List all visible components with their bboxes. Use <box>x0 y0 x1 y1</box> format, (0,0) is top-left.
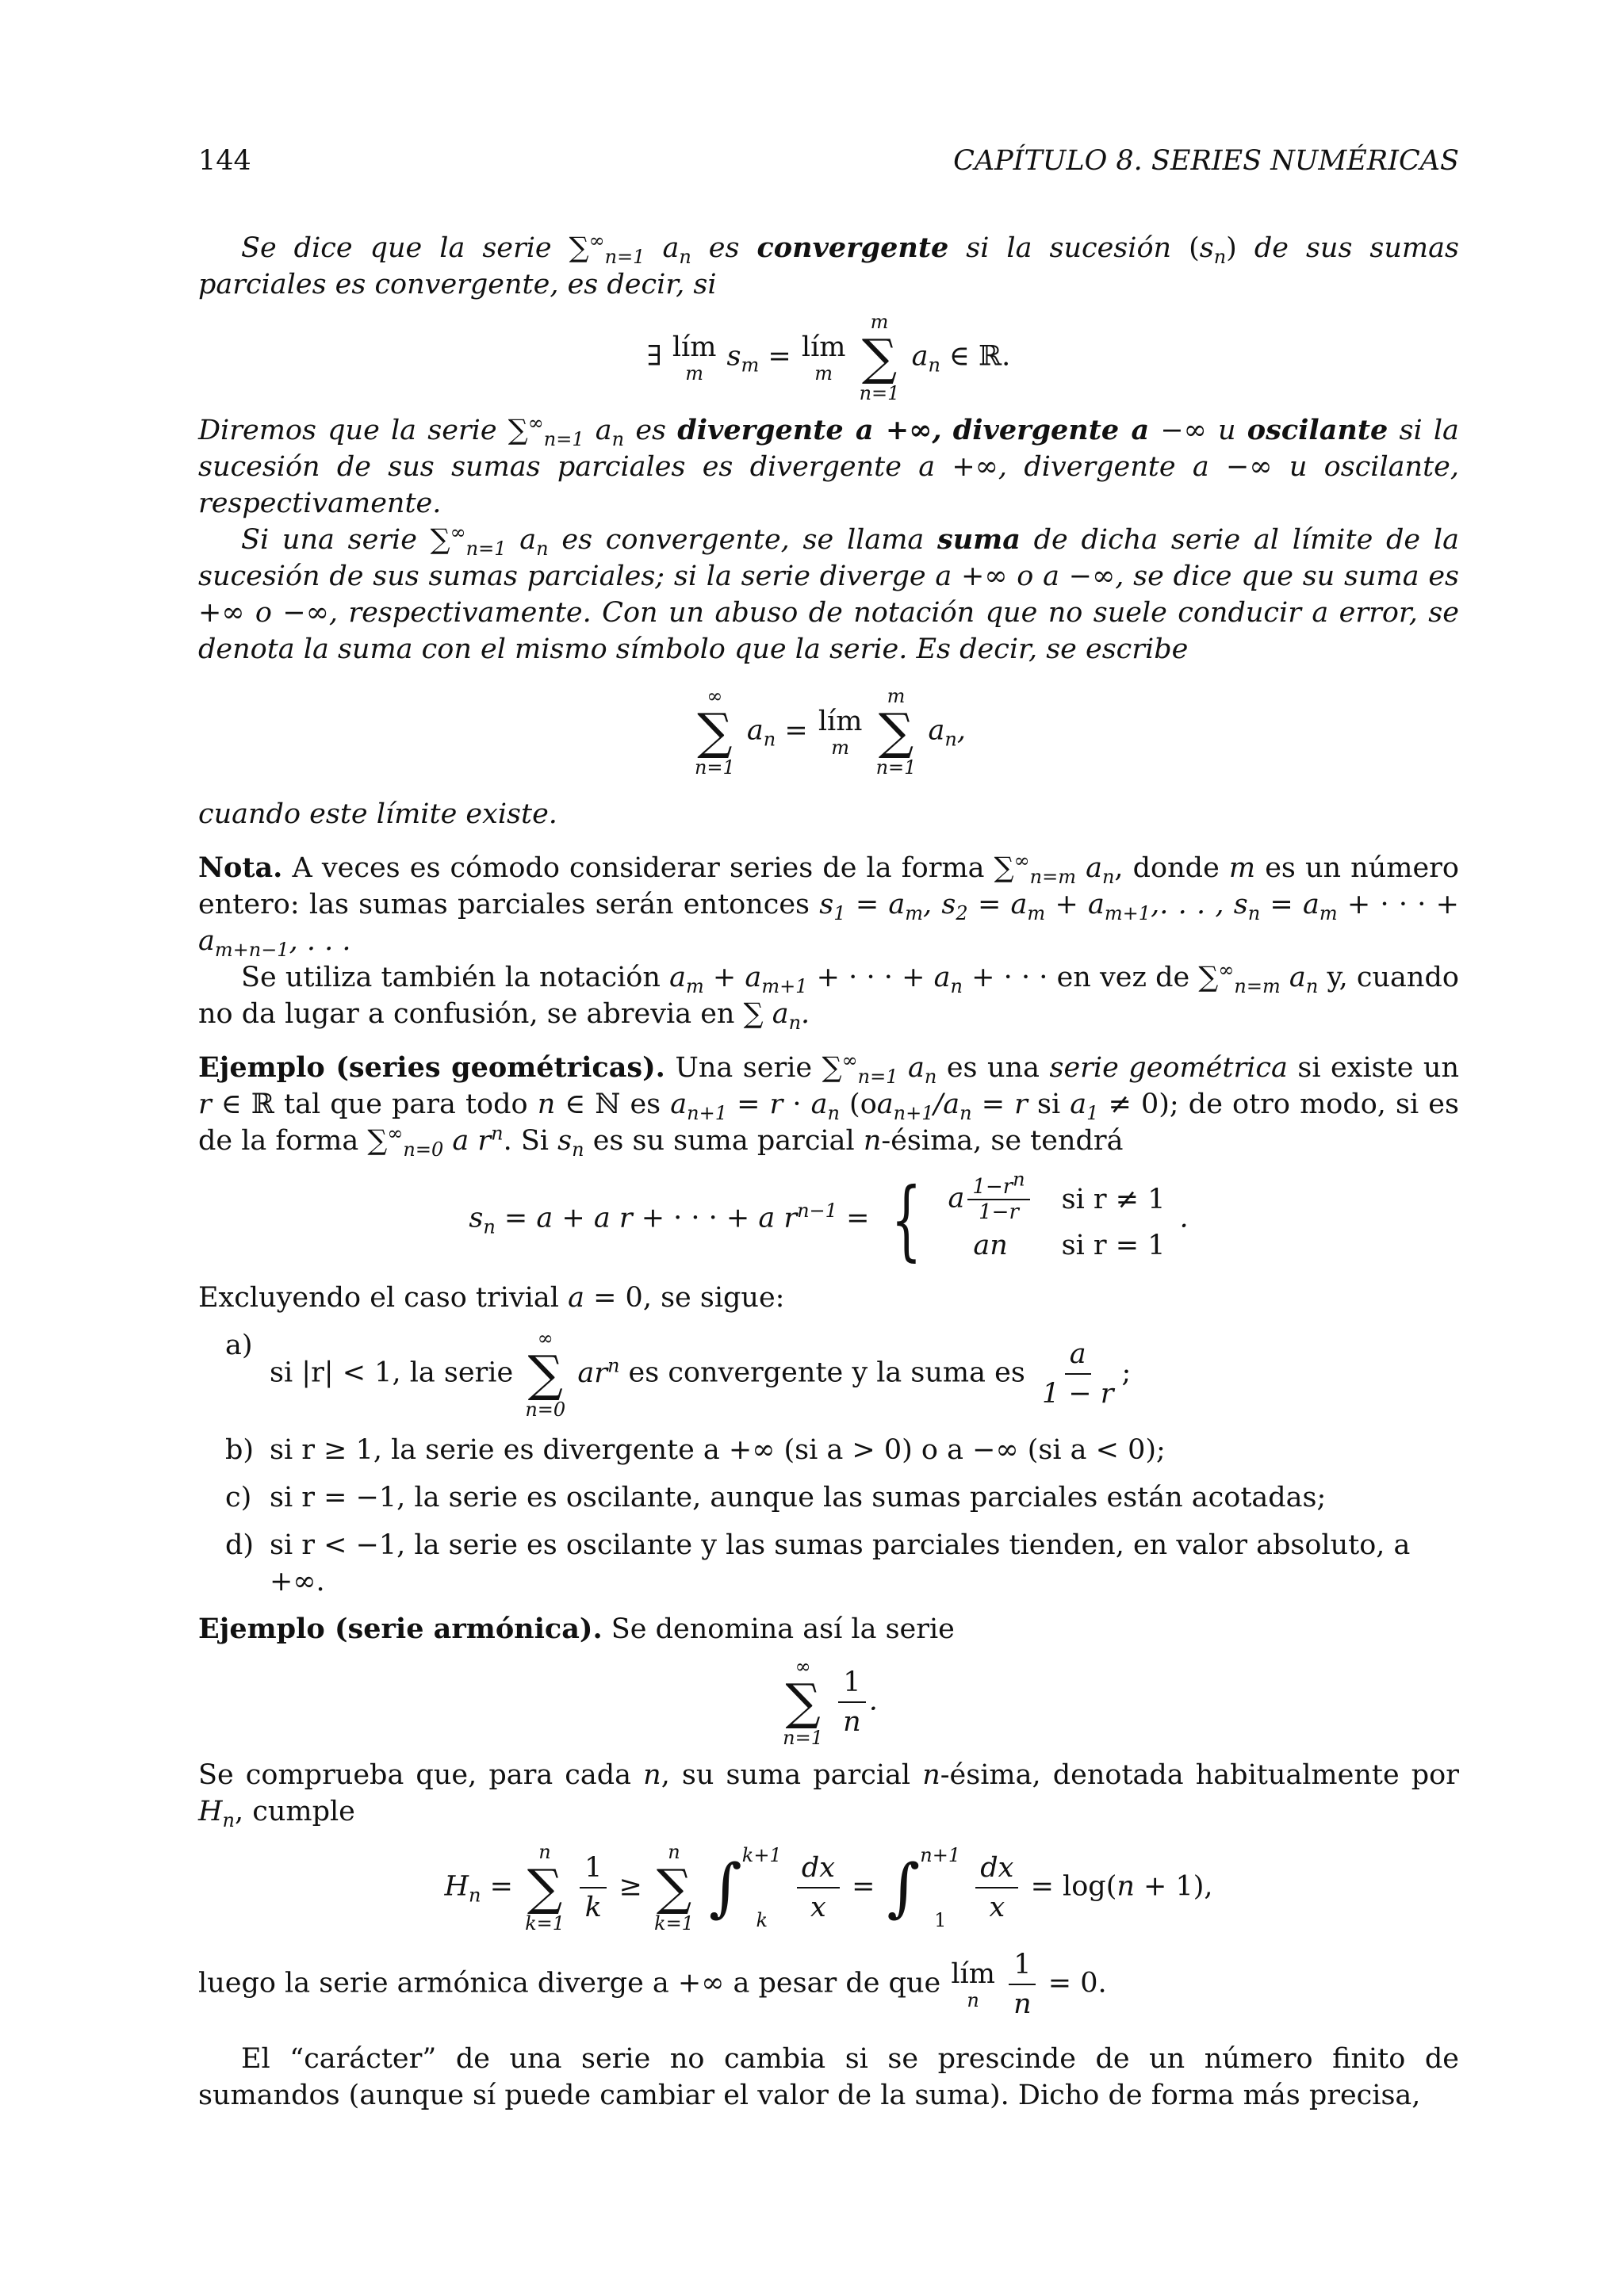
list-item: c) si r = −1, la serie es oscilante, aunque las sumas parciales están acotadas; <box>225 1482 1327 1513</box>
definition-divergent: Diremos que la serie $\sum^\infty_{n=1}$ $a_n$ es divergente a +∞, divergente a −∞ u oscilante si la sucesión de sus sumas parciales es divergente a +∞, divergente a −∞ u oscilante, respectivamente. <box>198 411 1459 519</box>
page-header <box>198 143 1459 182</box>
definition-sum: Si una serie $\sum^\infty_{n=1}$ $a_n$ es convergente, se llama suma de dicha serie al límite de la sucesión de sus sumas parciales; si la serie diverge a +∞ o a −∞, se dice que su suma es +∞ o −∞, respectivamente. Con un abuso de notación que no suele conducir a error, se denota la suma con el mismo símbolo que la serie. Es decir, se escribe <box>198 521 1459 665</box>
note-paragraph: Nota. A veces es cómodo considerar series de la forma $\sum^\infty_{n=m}$ $a_n$, donde m es un número entero: las sumas parciales serán entonces $s_1 = a_m$, $s_2 = a_m + a_{m+1}$,. . . , $s_n = a_m$ + · · · + $a_{m+n-1}$, . . . <box>198 849 1459 961</box>
note-notation: Se utiliza también la notación $a_m + a_{m+1}$ + · · · + $a_n$ + · · · en vez de $\sum^\infty_{n=m}$ $a_n$ y, cuando no da lugar a confusión, se abrevia en ∑ $a_n$. <box>198 959 1459 1034</box>
chapter-title: CAPÍTULO 8. SERIES NUMÉRICAS <box>953 145 1459 177</box>
definition-convergent: Se dice que la serie $\sum^\infty_{n=1}$ $a_n$ es convergente si la sucesión $(s_n)$ de sus sumas parciales es convergente, es decir, si <box>198 229 1459 300</box>
geometric-example: Ejemplo (series geométricas). Una serie $\sum^\infty_{n=1}$ $a_n$ es una serie geométrica si existe un r ∈ ℝ tal que para todo n ∈ ℕ es $a_{n+1} = r \cdot a_n$ ($oa_{n+1}/a_n = r$ si $a_1 \ne 0$); de otro modo, si es de la forma $\sum^\infty_{n=0}$ a $r^n$. Si $s_n$ es su suma parcial n-ésima, se tendrá <box>198 1049 1460 1161</box>
formula-sum-notation: ∞ ∑ n=1 $a_n$ = lím m m ∑ n=1 $a_n$, <box>694 685 967 779</box>
sum-condition: cuando este límite existe. <box>198 798 557 830</box>
formula-geometric-partial-sum: $s_n = a + a$ r + · · · + a $r^{n-1}$ = { a $\frac{1-r^n}{1-r}$ si r ≠ 1 an si r = 1 . <box>469 1168 1189 1270</box>
harmonic-example: Ejemplo (serie armónica). Se denomina así la serie <box>198 1613 955 1645</box>
formula-harmonic-bound: $H_n$ = n ∑ k=1 $\frac{1}{k}$ ≥ n ∑ k=1 ∫ k+1 k $\frac{dx}{x}$ = ∫ n+1 1 $\frac{dx}{x}$ = log(n + 1), <box>444 1841 1213 1934</box>
geometric-cases-list <box>198 1327 1459 1600</box>
page-number: 144 <box>198 145 251 177</box>
list-item: a) si |r| < 1, la serie ∞ ∑ n=0 $ar^n$ es convergente y la suma es $\frac{a}{1 - r}$ ; <box>225 1327 1132 1421</box>
list-item: d) si r < −1, la serie es oscilante y las sumas parciales tienden, en valor absoluto, a +∞. <box>225 1529 1411 1598</box>
character-paragraph: El “carácter” de una serie no cambia si se prescinde de un número finito de sumandos (aunque sí puede cambiar el valor de la suma). Dicho de forma más precisa, <box>198 2043 1459 2111</box>
formula-harmonic-series: ∞ ∑ n=1 $\frac{1}{n}$ . <box>783 1655 878 1749</box>
formula-limit-partial-sums: ∃ lím m $s_m$ = lím m m ∑ n=1 $a_n$ ∈ ℝ. <box>646 311 1011 404</box>
page-body <box>198 230 1459 2114</box>
excluding-trivial: Excluyendo el caso trivial a = 0, se sigue: <box>198 1282 785 1314</box>
harmonic-diverges: luego la serie armónica diverge a +∞ a pesar de que lím n $\frac{1}{n}$ = 0. <box>198 1946 1459 2023</box>
harmonic-partial-sum-text: Se comprueba que, para cada n, su suma parcial n-ésima, denotada habitualmente por $H_n$, cumple <box>198 1759 1459 1831</box>
list-item: b) si r ≥ 1, la serie es divergente a +∞ (si a > 0) o a −∞ (si a < 0); <box>225 1434 1166 1466</box>
